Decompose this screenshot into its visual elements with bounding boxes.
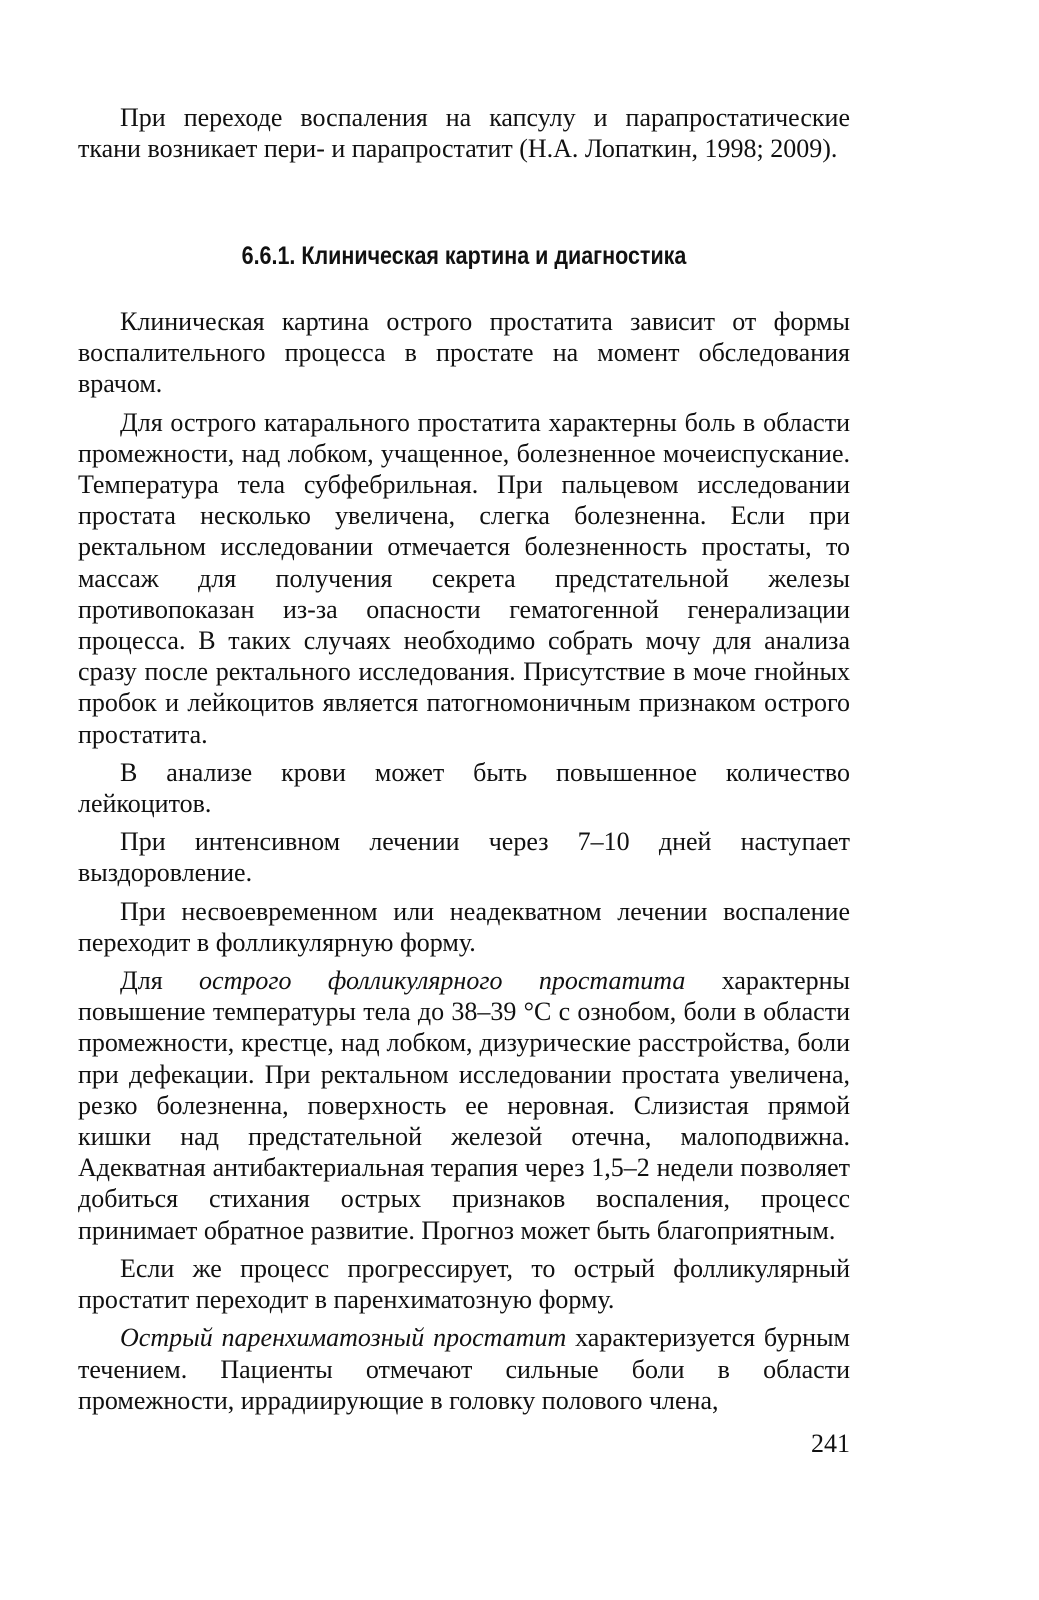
intro-paragraph: При переходе воспаления на капсулу и парапростатические ткани возникает пери- и парапростатит (Н.А. Лопаткин, 1998; 2009).	[78, 103, 850, 164]
paragraph-parenchymatous	[78, 1322, 850, 1416]
intro-block	[78, 102, 850, 164]
paragraph-clinical-picture: Клиническая картина острого простатита зависит от формы воспалительного процесса в простате на момент обследования врачом.	[78, 307, 850, 399]
italic-term: острого фолликулярного простатита	[199, 966, 686, 996]
paragraph-lead-text: Для	[120, 966, 200, 996]
section-body	[78, 306, 850, 1423]
paragraph-blood-test: В анализе крови может быть повышенное количество лейкоцитов.	[78, 757, 850, 819]
paragraph-recovery: При интенсивном лечении через 7–10 дней наступает выздоровление.	[78, 827, 850, 888]
paragraph-follicular	[78, 965, 850, 1246]
paragraph-follicular-transition: При несвоевременном или неадекватном лечении воспаление переходит в фолликулярную форму.	[78, 896, 850, 957]
paragraph-parenchymatous-transition: Если же процесс прогрессирует, то острый фолликулярный простатит переходит в паренхиматозную форму.	[78, 1253, 850, 1315]
paragraph-rest-text: характеризуется бурным течением. Пациенты отмечают сильные боли в области промежности, иррадиирующие в головку полового члена,	[78, 1323, 850, 1415]
page-number: 241	[811, 1429, 850, 1458]
paragraph-catarrhal: Для острого катарального простатита характерны боль в области промежности, над лобком, учащенное, болезненное мочеиспускание. Температура тела субфебрильная. При пальцевом исследовании простата несколько увеличена, слегка болезненна. Если при ректальном исследовании отмечается болезненность простаты, то массаж для получения секрета предстательной железы противопоказан из-за опасности гематогенной генерализации процесса. В таких случаях необходимо собрать мочу для анализа сразу после ректального исследования. Присутствие в моче гнойных пробок и лейкоцитов является патогномоничным признаком острого простатита.	[78, 407, 850, 749]
section-heading: 6.6.1. Клиническая картина и диагностика	[241, 242, 687, 270]
book-page	[78, 0, 850, 1600]
italic-term: Острый паренхиматозный простатит	[120, 1323, 567, 1353]
paragraph-rest-text: характерны повышение температуры тела до 38–39 °С с ознобом, боли в области промежности, крестце, над лобком, дизурические расстройства, боли при дефекации. При ректальном исследовании простата увеличена, резко болезненна, поверхность ее неровная. Слизистая прямой кишки над предстательной железой отечна, малоподвижна. Адекватная антибактериальная терапия через 1,5–2 недели позволяет добиться стихания острых признаков воспаления, процесс принимает обратное развитие. Прогноз может быть благоприятным.	[78, 966, 850, 1245]
